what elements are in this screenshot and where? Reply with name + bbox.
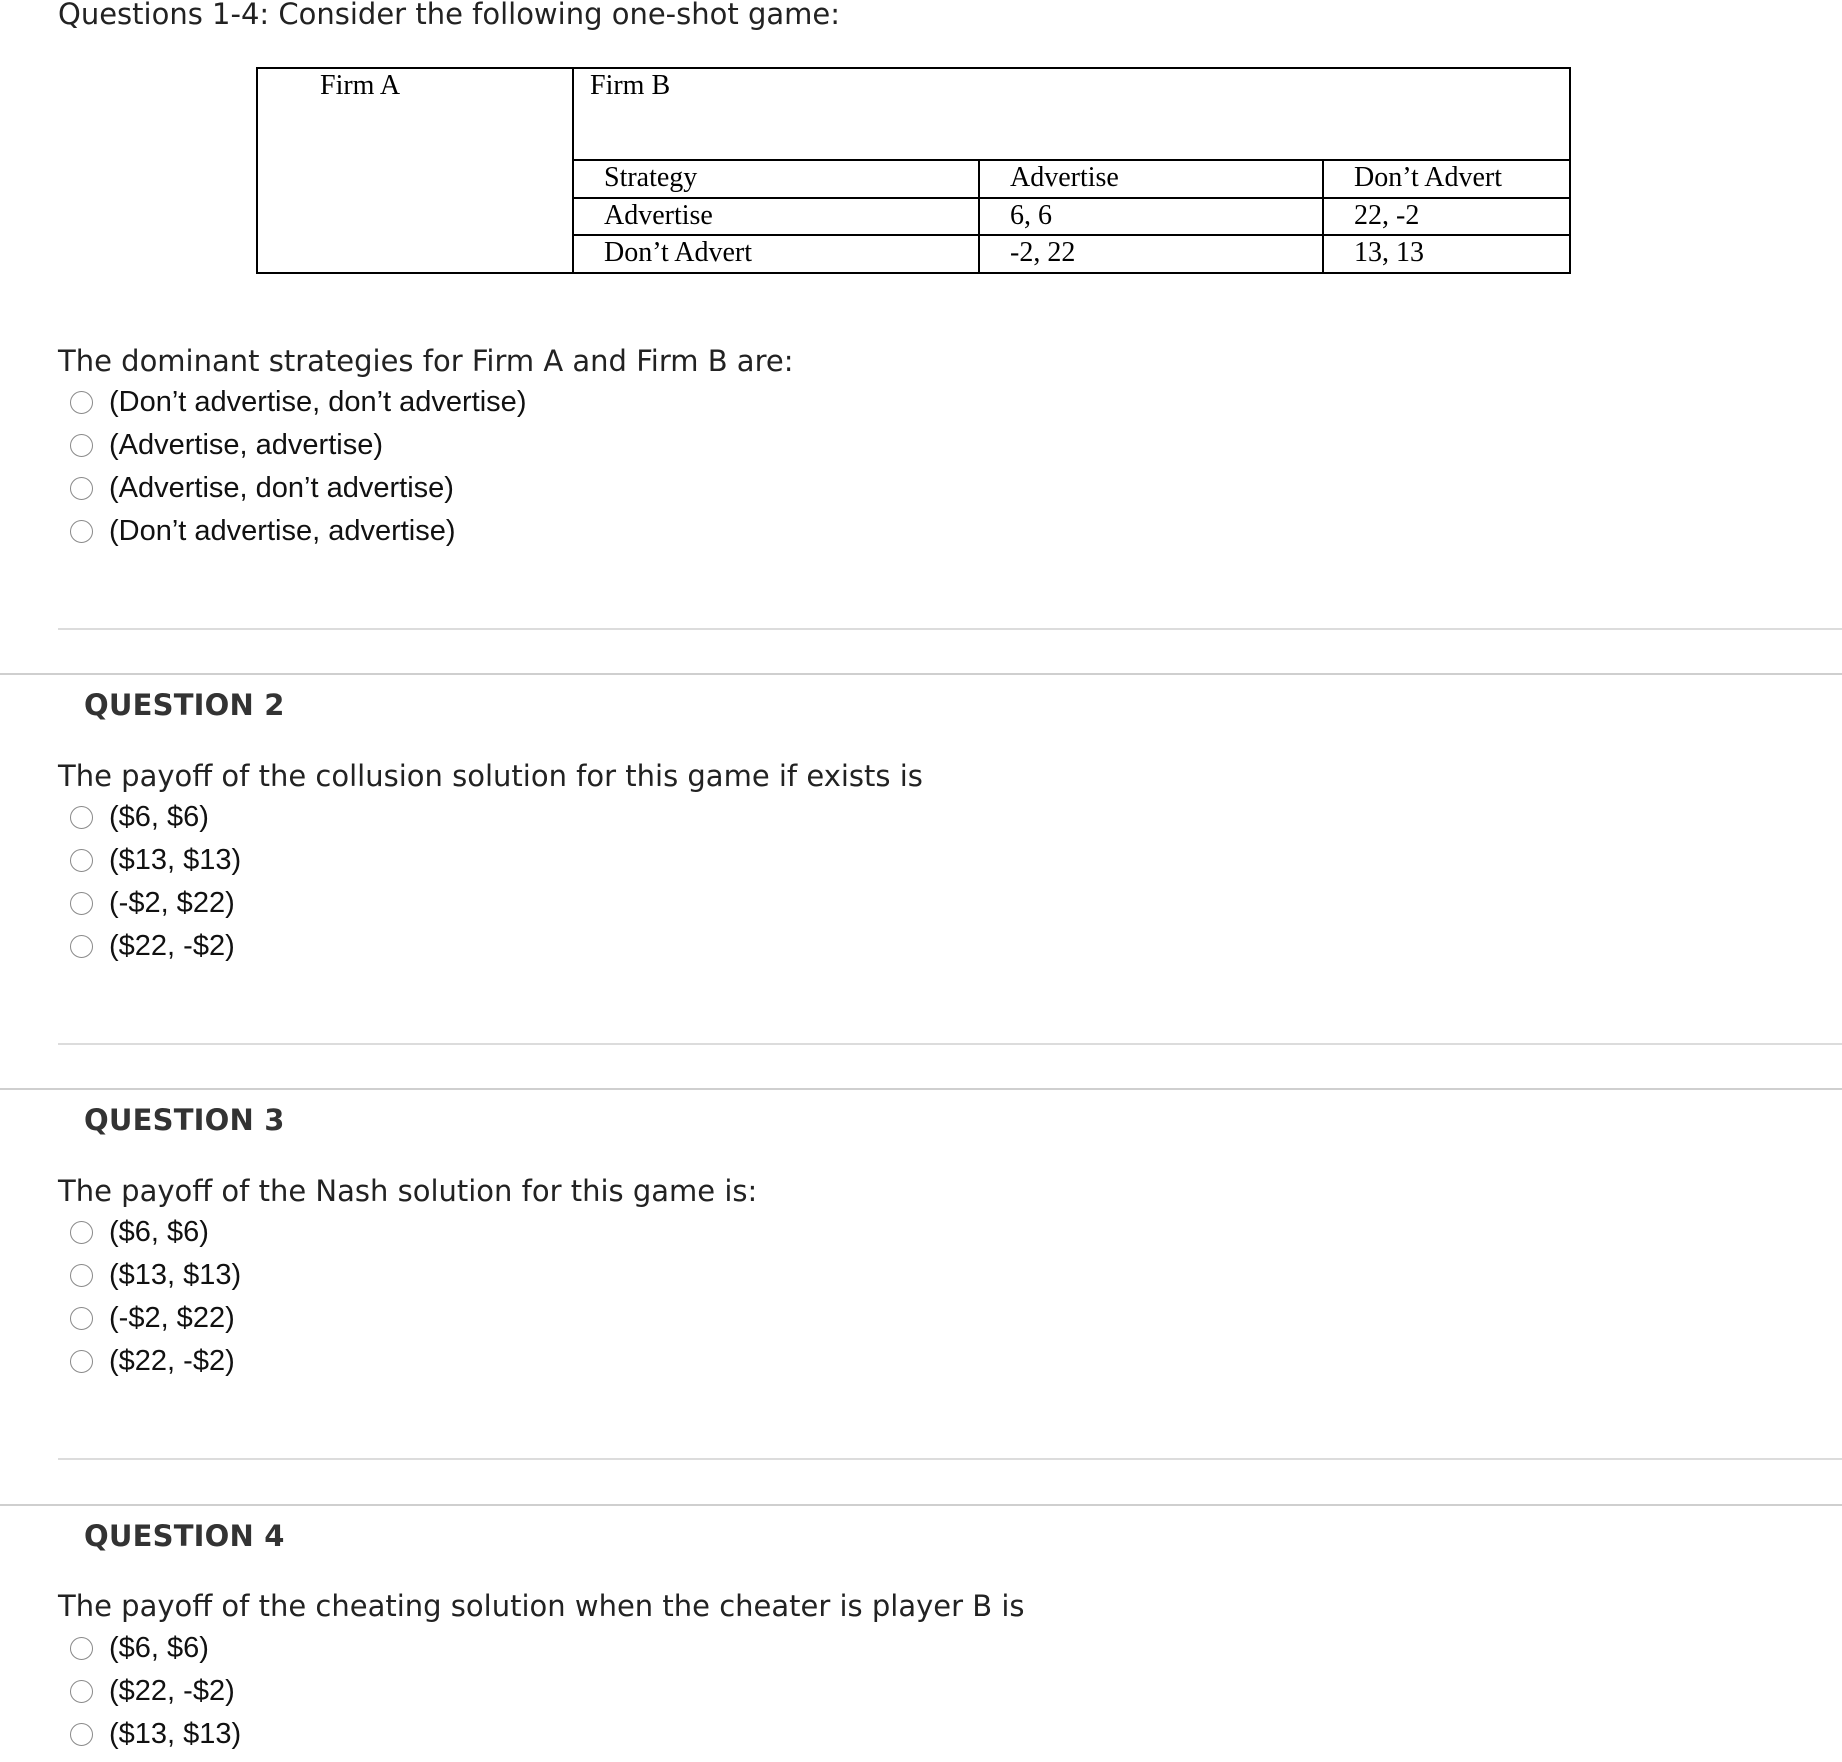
radio-button[interactable] [70,935,93,958]
option-label: (-$2, $22) [109,1302,235,1334]
option-label: (Advertise, advertise) [109,429,383,461]
radio-button[interactable] [70,1637,93,1660]
question-2-text: The payoff of the collusion solution for this game if exists is [58,759,923,793]
option-label: (Advertise, don’t advertise) [109,472,454,504]
radio-button[interactable] [70,391,93,414]
radio-button[interactable] [70,1264,93,1287]
question-2-heading: QUESTION 2 [84,688,285,722]
option-label: ($22, -$2) [109,1345,235,1377]
radio-button[interactable] [70,1723,93,1746]
answer-option[interactable] [70,1627,241,1670]
table-header-cell: Don’t Advert [1323,160,1570,198]
option-label: (-$2, $22) [109,887,235,919]
option-label: ($13, $13) [109,844,242,876]
answer-option[interactable] [70,1340,241,1383]
table-cell: Advertise [573,198,979,236]
firm-b-label: Firm B [573,68,1570,160]
option-label: ($22, -$2) [109,1675,235,1707]
radio-button[interactable] [70,1680,93,1703]
radio-button[interactable] [70,477,93,500]
table-cell: 6, 6 [979,198,1323,236]
answer-option[interactable] [70,839,241,882]
radio-button[interactable] [70,1350,93,1373]
answer-option[interactable] [70,1713,241,1756]
question-separator [0,673,1842,675]
option-label: ($22, -$2) [109,930,235,962]
option-label: (Don’t advertise, advertise) [109,515,456,547]
radio-button[interactable] [70,1307,93,1330]
question-4-options [70,1627,241,1756]
table-row [257,68,1570,160]
table-cell: 13, 13 [1323,235,1570,273]
payoff-table [256,67,1571,274]
radio-button[interactable] [70,434,93,457]
question-3-text: The payoff of the Nash solution for this game is: [58,1174,758,1208]
table-cell: -2, 22 [979,235,1323,273]
divider [58,1043,1842,1045]
question-1-options [70,381,526,553]
question-separator [0,1088,1842,1090]
answer-option[interactable] [70,882,241,925]
answer-option[interactable] [70,424,526,467]
radio-button[interactable] [70,520,93,543]
radio-button[interactable] [70,806,93,829]
option-label: ($13, $13) [109,1718,242,1750]
question-3-heading: QUESTION 3 [84,1103,285,1137]
question-3-options [70,1211,241,1383]
answer-option[interactable] [70,467,526,510]
option-label: ($6, $6) [109,1632,209,1664]
answer-option[interactable] [70,510,526,553]
radio-button[interactable] [70,849,93,872]
answer-option[interactable] [70,925,241,968]
question-4-text: The payoff of the cheating solution when the cheater is player B is [58,1589,1025,1623]
answer-option[interactable] [70,1254,241,1297]
answer-option[interactable] [70,1211,241,1254]
table-header-cell: Strategy [573,160,979,198]
question-1-text: The dominant strategies for Firm A and Firm B are: [58,344,794,378]
radio-button[interactable] [70,1221,93,1244]
option-label: ($6, $6) [109,1216,209,1248]
divider [58,1458,1842,1460]
firm-a-label: Firm A [257,68,573,273]
answer-option[interactable] [70,1670,241,1713]
question-2-options [70,796,241,968]
question-separator [0,1504,1842,1506]
answer-option[interactable] [70,1297,241,1340]
option-label: ($6, $6) [109,801,209,833]
option-label: ($13, $13) [109,1259,242,1291]
table-cell: 22, -2 [1323,198,1570,236]
answer-option[interactable] [70,381,526,424]
answer-option[interactable] [70,796,241,839]
table-header-cell: Advertise [979,160,1323,198]
table-cell: Don’t Advert [573,235,979,273]
question-4-heading: QUESTION 4 [84,1519,285,1553]
radio-button[interactable] [70,892,93,915]
intro-text: Questions 1-4: Consider the following one-shot game: [58,0,841,31]
option-label: (Don’t advertise, don’t advertise) [109,386,527,418]
divider [58,628,1842,630]
